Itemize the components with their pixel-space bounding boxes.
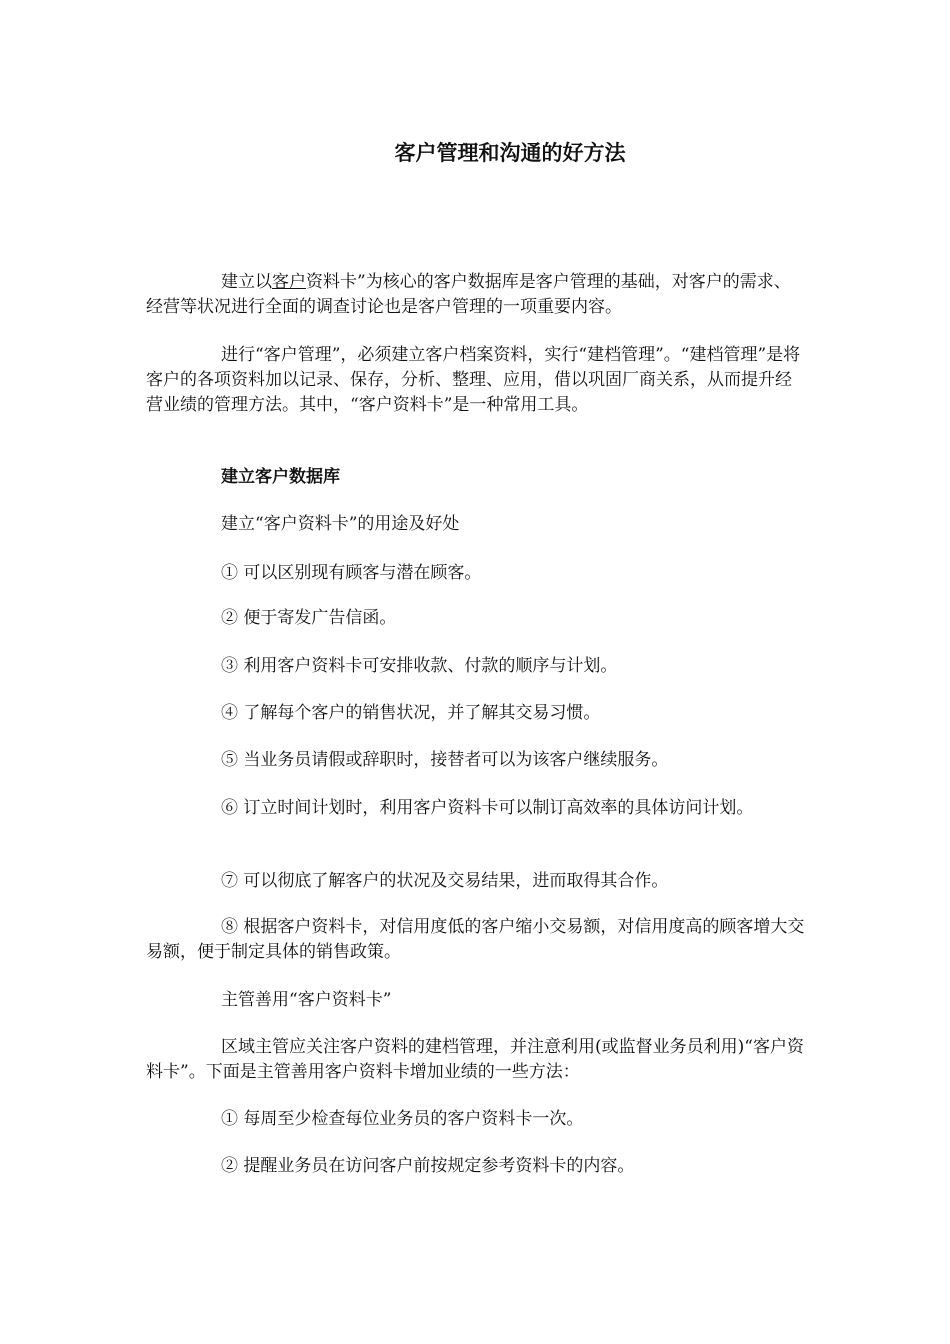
benefit-item: ④ 了解每个客户的销售状况，并了解其交易习惯。 bbox=[221, 703, 601, 723]
intro-rest: 资料卡”为核心的客户数据库是客户管理的基础，对客户的需求、经营等状况进行全面的调查讨论也是客户管理的一项重要内容。 bbox=[146, 272, 791, 317]
subheading-manager-use: 主管善用“客户资料卡” bbox=[221, 990, 392, 1010]
benefit-item: ① 可以区别现有顾客与潜在顾客。 bbox=[221, 563, 482, 583]
benefit-item: ③ 利用客户资料卡可安排收款、付款的顺序与计划。 bbox=[221, 656, 618, 676]
method-item: ① 每周至少检查每位业务员的客户资料卡一次。 bbox=[221, 1109, 584, 1129]
subheading-card-uses: 建立“客户资料卡”的用途及好处 bbox=[221, 514, 460, 534]
intro-lead: 建立以 bbox=[221, 272, 272, 292]
heading-build-database: 建立客户数据库 bbox=[221, 467, 340, 487]
document-title: 客户管理和沟通的好方法 bbox=[394, 140, 626, 165]
benefit-item: ⑥ 订立时间计划时，利用客户资料卡可以制订高效率的具体访问计划。 bbox=[221, 798, 754, 818]
method-item: ② 提醒业务员在访问客户前按规定参考资料卡的内容。 bbox=[221, 1156, 635, 1176]
paragraph-manager-use: 区域主管应关注客户资料的建档管理，并注意利用(或监督业务员利用)“客户资料卡”。下面是主管善用客户资料卡增加业绩的一些方法： bbox=[146, 1037, 804, 1082]
benefit-item: ② 便于寄发广告信函。 bbox=[221, 608, 397, 628]
benefit-item: ⑤ 当业务员请假或辞职时，接替者可以为该客户继续服务。 bbox=[221, 750, 669, 770]
benefit-item: ⑦ 可以彻底了解客户的状况及交易结果，进而取得其合作。 bbox=[221, 871, 669, 891]
benefit-item-long: ⑧ 根据客户资料卡，对信用度低的客户缩小交易额，对信用度高的顾客增大交易额，便于制定具体的销售政策。 bbox=[146, 917, 805, 962]
intro-underlined-term: 客户 bbox=[272, 272, 306, 292]
paragraph-archive-management: 进行“客户管理”，必须建立客户档案资料，实行“建档管理”。“建档管理”是将客户的各项资料加以记录、保存，分析、整理、应用，借以巩固厂商关系，从而提升经营业绩的管理方法。其中，“客户资料卡”是一种常用工具。 bbox=[146, 345, 801, 415]
paragraph-intro bbox=[146, 270, 806, 320]
